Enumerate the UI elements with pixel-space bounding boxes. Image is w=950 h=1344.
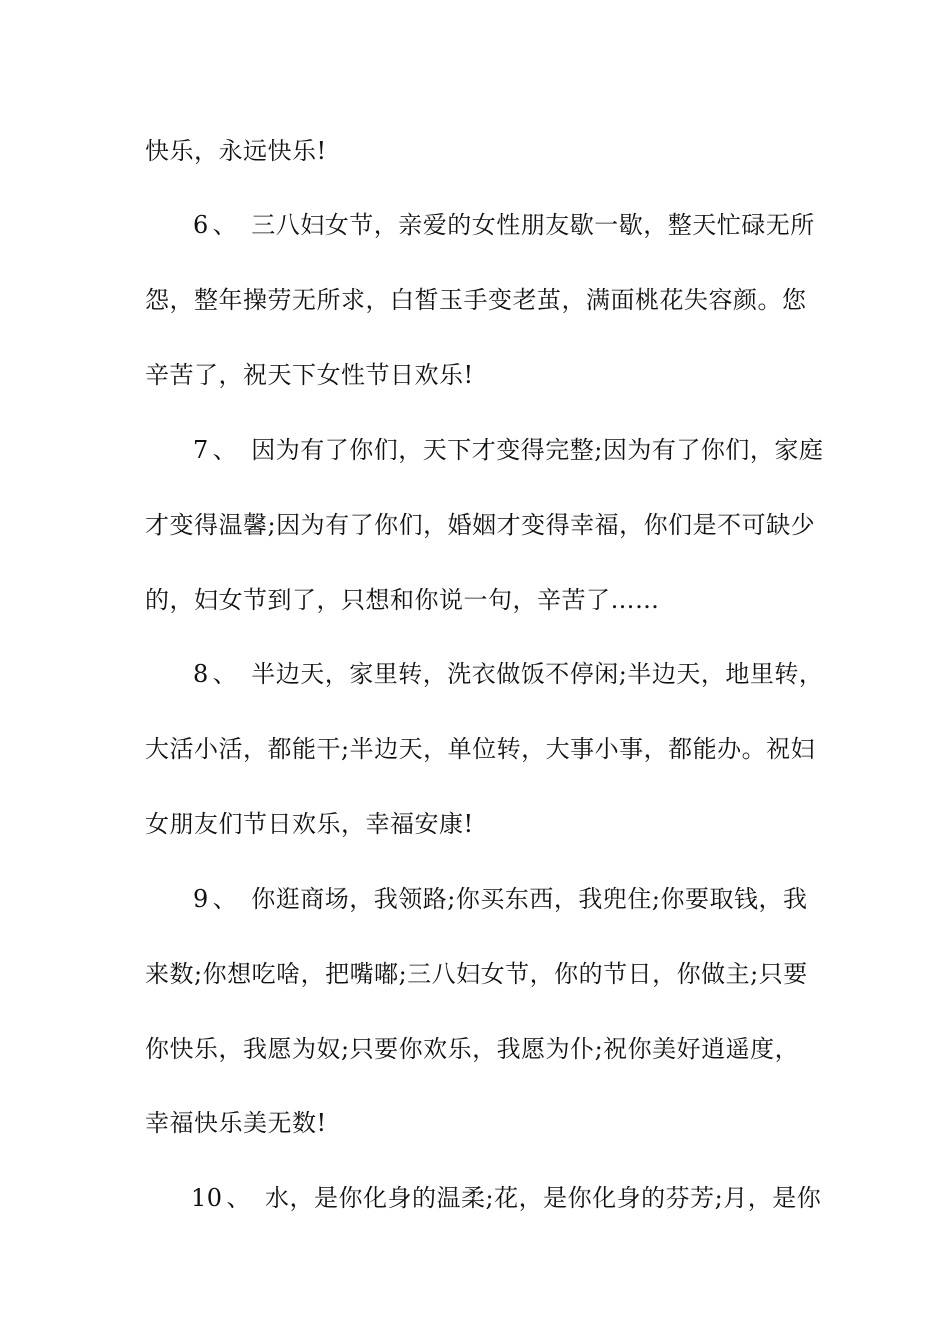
list-item-10 <box>145 1178 822 1218</box>
line-text: 三八妇女节，亲爱的女性朋友歇一歇，整天忙碌无所 <box>251 211 815 239</box>
line-text: 你快乐，我愿为奴;只要你欢乐，我愿为仆;祝你美好逍遥度， <box>145 1035 800 1063</box>
line-text: 水，是你化身的温柔;花，是你化身的芬芳;月，是你 <box>265 1184 822 1212</box>
line-text: 来数;你想吃啥，把嘴嘟;三八妇女节，你的节日，你做主;只要 <box>145 960 808 988</box>
line-text: 才变得温馨;因为有了你们，婚姻才变得幸福，你们是不可缺少 <box>145 511 816 539</box>
text-line <box>145 954 815 994</box>
text-line <box>145 729 815 769</box>
item-number: 9 <box>193 885 209 913</box>
list-item-7 <box>145 430 824 470</box>
line-text: 半边天，家里转，洗衣做饭不停闲;半边天，地里转， <box>251 660 824 688</box>
item-separator: 、 <box>226 1184 252 1212</box>
list-item-9 <box>145 879 815 919</box>
line-text: 你逛商场，我领路;你买东西，我兜住;你要取钱，我 <box>251 885 808 913</box>
line-text: 辛苦了，祝天下女性节日欢乐! <box>145 361 474 389</box>
list-item-8 <box>145 654 824 694</box>
list-item-6 <box>145 205 815 245</box>
line-text: 的，妇女节到了，只想和你说一句，辛苦了…… <box>145 586 660 614</box>
line-text: 幸福快乐美无数! <box>145 1109 327 1137</box>
line-text: 大活小活，都能干;半边天，单位转，大事小事，都能办。祝妇 <box>145 735 816 763</box>
text-line <box>145 1103 815 1143</box>
text-line <box>145 131 815 171</box>
line-text: 因为有了你们，天下才变得完整;因为有了你们，家庭 <box>251 436 824 464</box>
text-line <box>145 804 815 844</box>
item-separator: 、 <box>212 436 238 464</box>
line-text: 怨，整年操劳无所求，白皙玉手变老茧，满面桃花失容颜。您 <box>145 286 807 314</box>
line-text: 快乐，永远快乐! <box>145 137 327 165</box>
line-text: 女朋友们节日欢乐，幸福安康! <box>145 810 474 838</box>
item-separator: 、 <box>212 660 238 688</box>
item-number: 10 <box>191 1184 223 1212</box>
text-line <box>145 505 815 545</box>
item-separator: 、 <box>212 211 238 239</box>
item-number: 8 <box>193 660 209 688</box>
text-line <box>145 355 815 395</box>
text-line <box>145 1029 815 1069</box>
item-separator: 、 <box>212 885 238 913</box>
item-number: 6 <box>193 211 209 239</box>
text-line <box>145 580 815 620</box>
item-number: 7 <box>193 436 209 464</box>
text-line <box>145 280 815 320</box>
